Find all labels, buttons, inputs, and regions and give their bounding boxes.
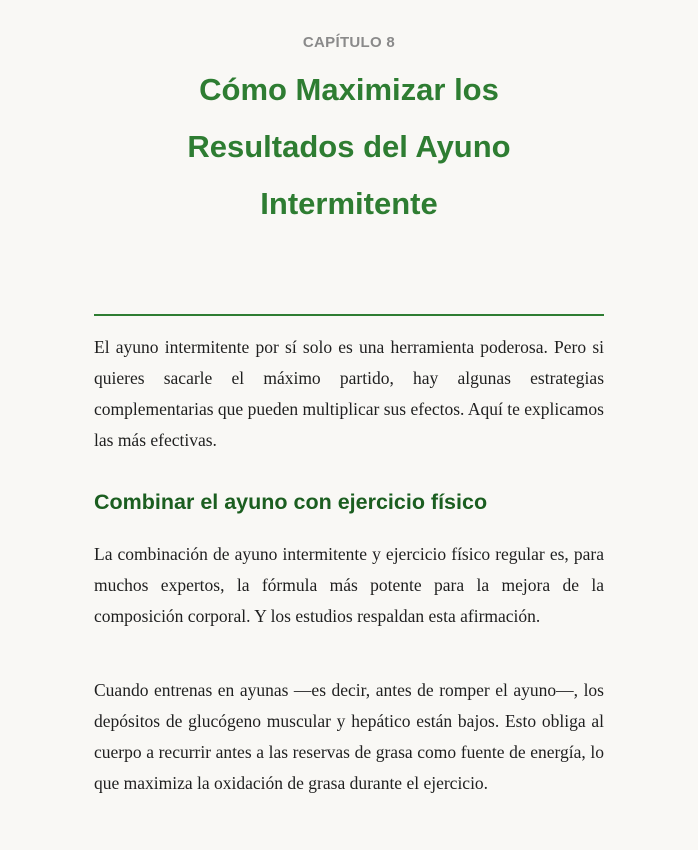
section-heading: Combinar el ayuno con ejercicio físico <box>94 490 488 514</box>
chapter-title <box>0 61 698 232</box>
title-divider <box>94 314 604 316</box>
chapter-title-line-2: Resultados del Ayuno <box>187 129 511 164</box>
intro-paragraph: El ayuno intermitente por sí solo es una herramienta poderosa. Pero si quieres sacarle el máximo partido, hay algunas estrategias complementarias que pueden multiplicar sus efectos. Aquí te explicamos las más efectivas. <box>94 337 604 450</box>
chapter-title-line-1: Cómo Maximizar los <box>199 72 499 107</box>
section-paragraph-2: Cuando entrenas en ayunas —es decir, antes de romper el ayuno—, los depósitos de glucógeno muscular y hepático están bajos. Esto obliga al cuerpo a recurrir antes a las reservas de grasa como fuente de energía, lo que maximiza la oxidación de grasa durante el ejercicio. <box>94 680 604 793</box>
chapter-title-line-3: Intermitente <box>260 186 438 221</box>
chapter-label: CAPÍTULO 8 <box>302 34 396 51</box>
section-paragraph-1: La combinación de ayuno intermitente y ejercicio físico regular es, para muchos expertos, la fórmula más potente para la mejora de la composición corporal. Y los estudios respaldan esta afirmación. <box>94 544 604 626</box>
